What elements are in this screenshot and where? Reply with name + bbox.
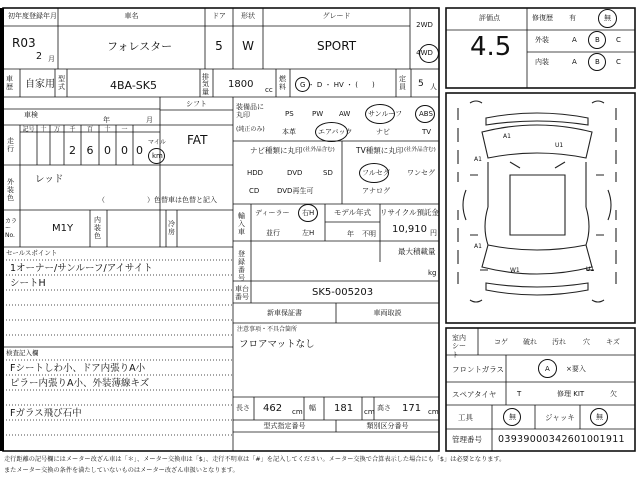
recycle-label: リサイクル預託金 xyxy=(380,208,439,217)
equipment-item: PW xyxy=(312,110,324,118)
sales-line: 1オーナー/サンルーフ/アイサイト xyxy=(10,263,153,274)
displacement-unit: cc xyxy=(265,86,273,94)
drive-4wd-circle xyxy=(419,44,439,63)
interior-b-circle xyxy=(588,53,606,71)
fullseg-circle xyxy=(359,163,389,183)
max-load-unit: kg xyxy=(428,269,437,277)
navi-item: DVD再生可 xyxy=(277,187,314,195)
sales-line: シートH xyxy=(10,278,46,289)
length-value: 462 xyxy=(263,403,283,414)
navi-title-note: (社外品含む) xyxy=(303,147,335,153)
reg-year-value: R03 xyxy=(12,36,36,50)
usage-label: 車歴 xyxy=(6,75,13,91)
color-no-label: カラーNo. xyxy=(5,218,18,240)
navi-item: SD xyxy=(323,169,333,177)
grade-value: SPORT xyxy=(316,39,357,53)
spare-repair-kit: 修理 KIT xyxy=(557,390,585,398)
footer-line-1: 走行距離の記号欄にはメーター改ざん車は「＊」、メーター交換車は「$」、走行不明車は「#」を記入してください。メーター交換で合算表示した場合にも「$」は必要となります。 xyxy=(4,456,506,463)
navi-item: CD xyxy=(249,187,260,195)
front-glass-label: フロントガラス xyxy=(452,365,505,374)
tv-title-note: (社外品含む) xyxy=(404,147,436,153)
repair-none-circle xyxy=(598,9,617,28)
score-value: 4.5 xyxy=(470,32,512,62)
mileage-digit: 0 xyxy=(104,144,111,157)
mgmt-value: 0393900034260100191​1 xyxy=(498,434,625,445)
check-line: Fシートしわ小、ドア内張りA小 xyxy=(10,363,146,374)
drive-2wd: 2WD xyxy=(416,21,433,29)
import-left: 左H xyxy=(302,229,315,237)
exterior-grade: B xyxy=(595,36,600,44)
equipment-item: サンルーフ xyxy=(368,110,403,118)
tv-item: アナログ xyxy=(362,187,390,195)
repair-has: 有 xyxy=(569,14,576,22)
damage-mark: A1 xyxy=(474,243,482,250)
drive-4wd: 4WD xyxy=(416,49,433,57)
interior-grade: C xyxy=(616,58,621,66)
shape-label: 形状 xyxy=(241,12,255,20)
exterior-score-label: 外装 xyxy=(535,36,549,44)
spare-missing: 欠 xyxy=(610,390,617,398)
mileage-header: 十 xyxy=(40,126,47,133)
reg-year-label: 初年度登録年月 xyxy=(8,12,57,20)
repair-none: 無 xyxy=(604,14,611,22)
door-label: ドア xyxy=(212,12,226,20)
shift-label: シフト xyxy=(186,100,207,108)
displacement-value: 1800 xyxy=(228,79,254,90)
equipment-item: ナビ xyxy=(376,128,390,136)
mileage-digit: 6 xyxy=(86,144,94,157)
color-no-value: M1Y xyxy=(52,223,74,234)
damage-mark: A1 xyxy=(503,133,511,140)
exterior-grade: A xyxy=(572,36,577,44)
navi-title: ナビ種類に丸印 xyxy=(250,146,303,155)
front-glass-a: A xyxy=(545,365,550,373)
jack-none-circle xyxy=(590,408,608,426)
reg-number-label: 登録番号 xyxy=(238,250,245,283)
car-name-label: 車名 xyxy=(124,12,139,20)
displacement-label: 排気量 xyxy=(202,73,209,96)
capacity-value: 5 xyxy=(418,79,424,89)
mileage-header: 万 xyxy=(53,126,60,133)
model-year-unit: 年 xyxy=(347,230,354,238)
recycle-unit: 円 xyxy=(430,229,437,237)
equipment-item: PS xyxy=(285,110,294,118)
abs-circle xyxy=(415,105,435,123)
right-hand-circle xyxy=(298,204,318,222)
inspection-year-unit: 年 xyxy=(103,116,110,124)
usage-value: 自家用 xyxy=(25,79,55,90)
check-line: Fガラス飛び石中 xyxy=(10,408,82,419)
equipment-title: 装備品に丸印 xyxy=(236,103,264,120)
mileage-header: 一 xyxy=(121,126,128,133)
mileage-header: 十 xyxy=(104,126,111,133)
damage-mark: A1 xyxy=(474,156,482,163)
mileage-unit-mile: マイル xyxy=(148,139,166,146)
repair-label: 修復歴 xyxy=(532,14,553,22)
equipment-item: エアバック xyxy=(318,128,353,136)
chassis-label: 車台番号 xyxy=(235,285,249,302)
jack-none: 無 xyxy=(596,413,603,421)
height-unit: cm xyxy=(428,408,439,416)
check-line: ピラー内張りA小、外装薄線キズ xyxy=(10,378,150,389)
seat-item: キズ xyxy=(606,338,620,346)
grade-label: グレード xyxy=(322,12,351,20)
manual-label: 車両取説 xyxy=(373,309,402,317)
max-load-label: 最大積載量 xyxy=(398,247,436,256)
equipment-item: AW xyxy=(339,110,351,118)
front-glass-a-circle xyxy=(538,359,557,378)
width-unit: cm xyxy=(364,408,375,416)
reg-month-value: 2 xyxy=(36,51,43,62)
fuel-g-circle xyxy=(295,77,310,92)
equipment-item: ABS xyxy=(419,110,433,118)
car-name-value: フォレスター xyxy=(107,40,173,53)
front-glass-replaced: ×要入 xyxy=(566,365,586,373)
navi-item: DVD xyxy=(287,169,303,177)
jack-label: ジャッキ xyxy=(545,413,575,422)
fuel-label: 燃料 xyxy=(279,75,286,91)
shape-value: W xyxy=(242,39,254,53)
chassis-value: SK5-005203 xyxy=(312,287,374,298)
footer-line-2: またメーター交換の条件を満たしていないものはメーター改ざん車扱いとなります。 xyxy=(4,467,239,474)
notes-label: 注意事項・不具合箇所 xyxy=(237,326,298,333)
equipment-item: TV xyxy=(422,128,432,136)
model-year-label: モデル年式 xyxy=(333,208,372,217)
tv-item: フルセグ xyxy=(362,169,390,177)
category-label: 類別区分番号 xyxy=(366,422,409,430)
sunroof-circle xyxy=(365,104,395,124)
mileage-label: 走行 xyxy=(7,137,14,154)
interior-grade: A xyxy=(572,58,577,66)
seat-item: 穴 xyxy=(583,338,590,346)
airbag-circle xyxy=(315,122,348,142)
mileage-unit-km: km xyxy=(152,152,163,160)
exterior-grade: C xyxy=(616,36,621,44)
mileage-digit: 2 xyxy=(69,144,76,157)
navi-item: HDD xyxy=(247,169,264,177)
height-value: 171 xyxy=(402,403,422,414)
mileage-header: 千 xyxy=(69,126,76,133)
tools-none: 無 xyxy=(509,413,516,421)
spare-t: T xyxy=(517,390,522,398)
model-label: 型式 xyxy=(58,75,65,91)
interior-color-label: 内装色 xyxy=(94,216,101,241)
mgmt-label: 管理番号 xyxy=(452,435,482,444)
mileage-header-symbol: 記号 xyxy=(22,126,35,133)
warranty-label: 新車保証書 xyxy=(267,309,302,317)
exterior-label: 外装色 xyxy=(7,178,14,203)
capacity-unit: 人 xyxy=(430,83,437,91)
width-value: 181 xyxy=(334,403,354,414)
model-year-unknown: 不明 xyxy=(362,230,376,238)
mileage-km-circle xyxy=(148,148,165,164)
mileage-header: 百 xyxy=(86,126,93,133)
spare-label: スペアタイヤ xyxy=(452,390,497,399)
interior-grade: B xyxy=(595,58,600,66)
mileage-digit: 0 xyxy=(121,144,128,157)
model-value: 4BA-SK5 xyxy=(110,79,157,92)
fuel-options: G ・ D ・ HV ・ ( ) xyxy=(300,81,375,89)
door-value: 5 xyxy=(215,39,223,53)
reg-month-unit: 月 xyxy=(48,55,55,63)
tv-title: TV種類に丸印 xyxy=(356,146,404,155)
shift-value: FAT xyxy=(187,133,208,147)
sidebar-bar xyxy=(0,8,4,451)
type-designation-label: 型式指定番号 xyxy=(263,422,306,430)
recycle-value: 10,910 xyxy=(392,224,427,235)
damage-mark: U1 xyxy=(555,142,564,149)
cooler-label: 冷房 xyxy=(168,220,175,237)
tools-label: 工具 xyxy=(458,413,473,422)
import-label: 輸入車 xyxy=(238,212,245,237)
inspection-month-unit: 月 xyxy=(146,116,153,124)
import-dealer: ディーラー xyxy=(255,209,290,217)
length-label: 長さ xyxy=(236,404,250,412)
seat-label: 室内シート xyxy=(452,334,466,359)
equipment-item: 本革 xyxy=(282,128,296,136)
seat-item: 破れ xyxy=(523,338,537,346)
damage-mark: W1 xyxy=(510,267,520,274)
length-unit: cm xyxy=(292,408,303,416)
capacity-label: 定員 xyxy=(399,75,406,91)
damage-mark: U1 xyxy=(586,266,595,273)
exterior-b-circle xyxy=(588,31,606,49)
width-label: 幅 xyxy=(309,404,316,412)
mileage-digit: 0 xyxy=(136,144,143,157)
seat-item: コゲ xyxy=(494,338,508,346)
sales-point-label: セールスポイント xyxy=(6,249,58,257)
tools-none-circle xyxy=(503,408,521,426)
height-label: 高さ xyxy=(377,404,391,412)
score-label: 評価点 xyxy=(479,14,500,22)
tv-item: ワンセグ xyxy=(407,169,435,177)
interior-score-label: 内装 xyxy=(535,58,549,66)
import-parallel: 並行 xyxy=(266,229,280,237)
exterior-note: （ ）色替車は色替と記入 xyxy=(98,196,217,204)
notes-value: フロアマットなし xyxy=(239,339,315,350)
import-right: 右H xyxy=(302,209,315,217)
check-label: 検査記入欄 xyxy=(6,349,39,357)
equipment-subtitle: (純正のみ) xyxy=(236,126,265,133)
inspection-label: 車検 xyxy=(24,111,38,119)
exterior-value: レッド xyxy=(35,174,64,185)
seat-item: 汚れ xyxy=(552,338,566,346)
